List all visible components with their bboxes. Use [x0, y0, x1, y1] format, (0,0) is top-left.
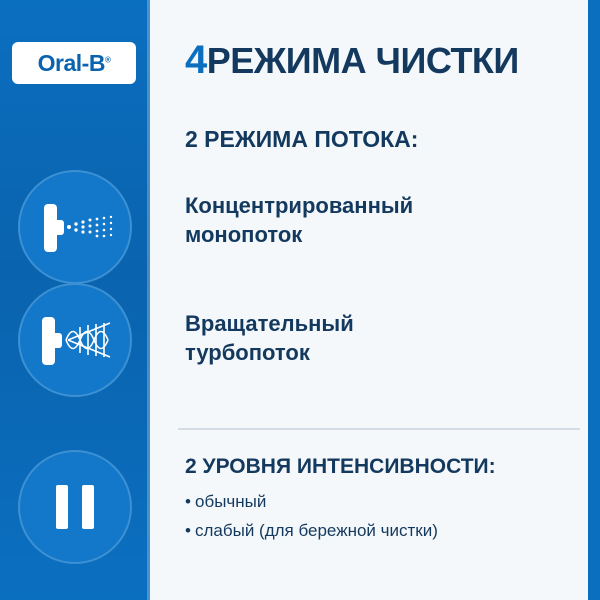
flow-mode-1 [185, 192, 413, 249]
list-item-label: слабый (для бережной чистки) [195, 521, 438, 540]
flow-mode-1-line2: монопоток [185, 221, 303, 247]
brand-logo-text: Oral-B® [37, 49, 111, 76]
page-title [185, 38, 519, 83]
list-item [185, 492, 438, 512]
concentrated-jet-icon [18, 170, 132, 284]
intensity-list [185, 492, 438, 550]
rotating-turbo-jet-glyph [18, 283, 132, 397]
flow-section-heading: 2 РЕЖИМА ПОТОКА: [185, 126, 419, 152]
intensity-section-heading: 2 УРОВНЯ ИНТЕНСИВНОСТИ: [185, 455, 496, 478]
headline-text: РЕЖИМА ЧИСТКИ [206, 40, 519, 81]
content-area [150, 0, 588, 600]
right-blue-strip [588, 0, 600, 600]
rotating-turbo-jet-icon [18, 283, 132, 397]
flow-mode-2-line1: Вращательный [185, 311, 354, 336]
flow-mode-2-line2: турбопоток [185, 339, 310, 365]
brand-logo [12, 42, 136, 84]
concentrated-jet-glyph [18, 170, 132, 284]
flow-mode-2 [185, 310, 354, 367]
bullet-marker: • [185, 521, 191, 540]
list-item-label: обычный [195, 492, 267, 511]
bullet-marker: • [185, 492, 191, 511]
section-divider [178, 428, 580, 430]
intensity-bars-icon [18, 450, 132, 564]
intensity-bars-glyph [18, 450, 132, 564]
registered-mark: ® [104, 54, 111, 64]
headline-number: 4 [185, 38, 207, 82]
list-item [185, 521, 438, 541]
flow-mode-1-line1: Концентрированный [185, 193, 414, 218]
